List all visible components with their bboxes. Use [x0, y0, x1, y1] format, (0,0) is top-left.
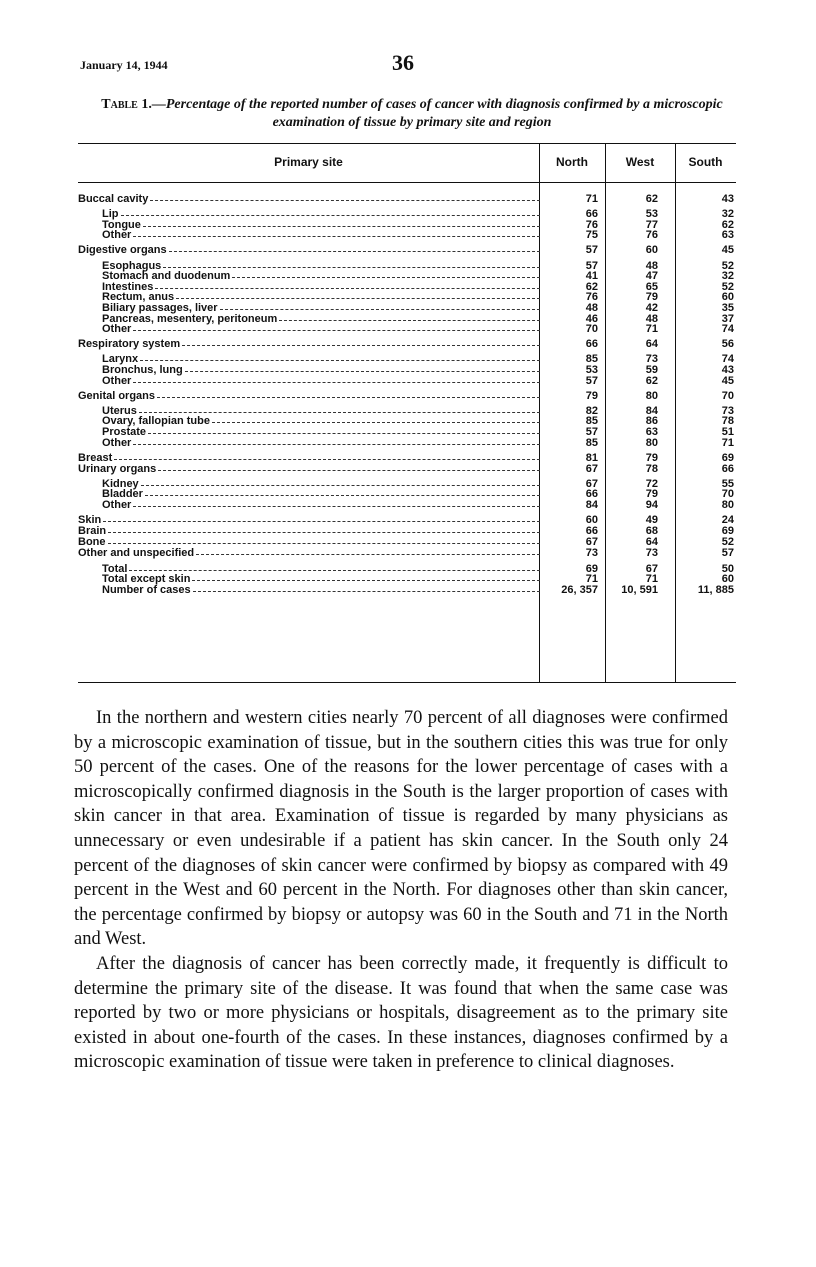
row-label: Urinary organs: [78, 462, 157, 475]
row-label: Pancreas, mesentery, peritoneum: [102, 312, 278, 325]
row-label: Larynx: [102, 353, 139, 366]
leader-dots: [196, 554, 540, 555]
cell-west: 79: [645, 291, 658, 304]
row-label: Respiratory system: [78, 338, 181, 351]
cell-south: 78: [721, 415, 734, 428]
cell-west: 47: [645, 270, 658, 283]
leader-dots: [145, 495, 540, 496]
row-label: Total: [102, 562, 128, 575]
cell-south: 63: [721, 229, 734, 242]
cell-south: 62: [721, 218, 734, 231]
cell-north: 76: [585, 291, 598, 304]
cell-west: 71: [645, 323, 658, 336]
table-row: [78, 229, 736, 242]
cell-north: 66: [585, 208, 598, 221]
cell-south: 45: [721, 374, 734, 387]
leader-dots: [220, 309, 540, 310]
cell-south: 70: [721, 488, 734, 501]
cell-north: 53: [585, 363, 598, 376]
leader-dots: [133, 444, 540, 445]
cell-south: 32: [721, 208, 734, 221]
cell-north: 46: [585, 312, 598, 325]
column-header-primary-site: Primary site: [274, 155, 343, 169]
row-label: Other: [102, 323, 132, 336]
header-rule: [78, 182, 736, 183]
cell-north: 66: [585, 338, 598, 351]
cell-north: 73: [585, 547, 598, 560]
leader-dots: [150, 200, 540, 201]
cell-north: 48: [585, 301, 598, 314]
cell-north: 69: [585, 562, 598, 575]
row-label: Uterus: [102, 404, 137, 417]
leader-dots: [133, 506, 540, 507]
cell-south: 55: [721, 477, 734, 490]
leader-dots: [185, 371, 540, 372]
leader-dots: [139, 412, 540, 413]
table-row: [78, 584, 736, 597]
cell-north: 67: [585, 462, 598, 475]
table-caption: [82, 96, 742, 132]
cell-north: 66: [585, 488, 598, 501]
cell-north: 66: [585, 525, 598, 538]
row-label: Number of cases: [102, 583, 191, 596]
table-row: [78, 463, 736, 476]
leader-dots: [182, 345, 540, 346]
cell-south: 51: [721, 425, 734, 438]
row-label: Other: [102, 374, 132, 387]
cell-south: 50: [721, 562, 734, 575]
cell-west: 49: [645, 514, 658, 527]
cell-west: 79: [645, 451, 658, 464]
cell-north: 76: [585, 218, 598, 231]
page-number: 36: [392, 50, 414, 75]
cell-south: 66: [721, 462, 734, 475]
cell-south: 52: [721, 536, 734, 549]
cell-west: 64: [645, 536, 658, 549]
cell-south: 52: [721, 280, 734, 293]
cell-south: 60: [721, 573, 734, 586]
leader-dots: [143, 226, 540, 227]
leader-dots: [103, 521, 540, 522]
cell-west: 94: [645, 499, 658, 511]
row-label: Lip: [102, 208, 119, 221]
cell-north: 57: [585, 425, 598, 438]
table-row: [78, 390, 736, 403]
cell-west: 79: [645, 488, 658, 501]
cell-west: 78: [645, 462, 658, 475]
row-label: Stomach and duodenum: [102, 270, 231, 283]
cell-north: 82: [585, 404, 598, 417]
leader-dots: [232, 277, 540, 278]
leader-dots: [158, 470, 540, 471]
cell-south: 37: [721, 312, 734, 325]
row-label: Total except skin: [102, 573, 191, 586]
row-label: Other and unspecified: [78, 547, 195, 560]
table-row: [78, 437, 736, 450]
leader-dots: [155, 288, 540, 289]
cell-west: 48: [645, 312, 658, 325]
table-row: [78, 244, 736, 257]
cell-south: 32: [721, 270, 734, 283]
cell-west: 53: [645, 208, 658, 221]
cell-south: 80: [721, 499, 734, 511]
cell-west: 71: [645, 573, 658, 586]
leader-dots: [176, 298, 540, 299]
row-label: Bone: [78, 536, 106, 549]
leader-dots: [133, 382, 540, 383]
row-label: Other: [102, 229, 132, 242]
cell-north: 62: [585, 280, 598, 293]
table-caption-label: Table 1.: [101, 97, 152, 112]
cell-north: 70: [585, 323, 598, 336]
cell-north: 57: [585, 259, 598, 272]
cell-west: 63: [645, 425, 658, 438]
leader-dots: [140, 360, 540, 361]
cell-west: 62: [645, 193, 658, 205]
cell-west: 76: [645, 229, 658, 242]
row-label: Bronchus, lung: [102, 363, 183, 376]
leader-dots: [108, 532, 540, 533]
cell-north: 85: [585, 353, 598, 366]
table-row: [78, 547, 736, 560]
cell-north: 57: [585, 244, 598, 257]
cell-north: 71: [585, 573, 598, 586]
cell-south: 11, 885: [697, 583, 734, 596]
table-row: [78, 323, 736, 336]
cell-west: 48: [645, 259, 658, 272]
row-label: Prostate: [102, 425, 147, 438]
cell-north: 67: [585, 477, 598, 490]
row-label: Bladder: [102, 488, 143, 501]
leader-dots: [121, 215, 540, 216]
table-row: [78, 193, 736, 206]
cell-south: 74: [721, 323, 734, 336]
cell-south: 43: [721, 193, 734, 205]
cell-south: 35: [721, 301, 734, 314]
leader-dots: [133, 330, 540, 331]
cell-south: 52: [721, 259, 734, 272]
cell-south: 24: [721, 514, 734, 527]
cell-west: 72: [645, 477, 658, 490]
row-label: Genital organs: [78, 389, 156, 402]
cell-west: 10, 591: [621, 583, 658, 596]
leader-dots: [163, 267, 540, 268]
cell-north: 26, 357: [561, 583, 598, 596]
leader-dots: [212, 422, 540, 423]
cell-west: 59: [645, 363, 658, 376]
row-label: Intestines: [102, 280, 154, 293]
cell-north: 79: [585, 389, 598, 402]
paragraph: After the diagnosis of cancer has been correctly made, it frequently is difficult to determine the primary site of the disease. It was found that when the same case was reported by two or more physicians or hospitals, disagreement as to the primary site existed in about one-fourth of the cases. In these instances, diagnoses confirmed by a microscopic examination of tissue were taken in preference to clinical diagnoses.: [74, 953, 728, 1073]
row-label: Skin: [78, 514, 102, 527]
row-label: Rectum, anus: [102, 291, 175, 304]
cell-south: 73: [721, 404, 734, 417]
row-label: Other: [102, 436, 132, 449]
row-label: Biliary passages, liver: [102, 301, 218, 314]
cell-west: 77: [645, 218, 658, 231]
column-header-west: West: [625, 155, 655, 169]
cell-north: 85: [585, 415, 598, 428]
cell-west: 42: [645, 301, 658, 314]
cell-west: 80: [645, 436, 658, 449]
cell-west: 60: [645, 244, 658, 257]
column-header-north: North: [556, 155, 588, 169]
cell-south: 45: [721, 244, 734, 257]
leader-dots: [108, 543, 540, 544]
cell-north: 41: [585, 270, 598, 283]
cell-south: 69: [721, 525, 734, 538]
row-label: Buccal cavity: [78, 193, 149, 205]
cell-north: 84: [585, 499, 598, 511]
table-row: [78, 375, 736, 388]
cell-south: 57: [721, 547, 734, 560]
header-date: January 14, 1944: [80, 58, 168, 72]
leader-dots: [157, 397, 540, 398]
leader-dots: [133, 236, 540, 237]
table-row: [78, 338, 736, 351]
cell-west: 73: [645, 547, 658, 560]
cell-west: 80: [645, 389, 658, 402]
row-label: Breast: [78, 451, 113, 464]
leader-dots: [148, 433, 540, 434]
paragraph: In the northern and western cities nearly 70 percent of all diagnoses were confirmed by a microscopic examination of tissue, but in the southern cities this was true for only 50 percent of the cases. One of the reasons for the lower percentage of cases with a microscopically confirmed diagnosis in the South is the larger proportion of cases with skin cancer in that area. Examination of tissue is regarded by many physicians as unnecessary or even undesirable if a patient has skin cancer. In the South only 24 percent of the diagnoses of skin cancer were confirmed by biopsy as compared with 49 percent in the West and 60 percent in the North. For diagnoses other than skin cancer, the percentage confirmed by biopsy or autopsy was 60 in the South and 71 in the North and West.: [74, 708, 728, 950]
cell-south: 43: [721, 363, 734, 376]
leader-dots: [129, 570, 540, 571]
cell-north: 85: [585, 436, 598, 449]
cell-south: 70: [721, 389, 734, 402]
cell-west: 62: [645, 374, 658, 387]
cell-west: 65: [645, 280, 658, 293]
leader-dots: [169, 251, 540, 252]
cell-south: 74: [721, 353, 734, 366]
row-label: Brain: [78, 525, 107, 538]
cell-south: 60: [721, 291, 734, 304]
column-header-south: South: [688, 155, 723, 169]
cell-north: 81: [585, 451, 598, 464]
row-label: Tongue: [102, 218, 141, 231]
leader-dots: [193, 591, 540, 592]
cell-north: 60: [585, 514, 598, 527]
table-row: [78, 499, 736, 512]
row-label: Other: [102, 499, 132, 511]
row-label: Digestive organs: [78, 244, 167, 257]
cell-north: 67: [585, 536, 598, 549]
cell-north: 71: [585, 193, 598, 205]
cell-south: 71: [721, 436, 734, 449]
cell-west: 84: [645, 404, 658, 417]
leader-dots: [192, 580, 540, 581]
cell-west: 64: [645, 338, 658, 351]
table-caption-text: —Percentage of the reported number of cases of cancer with diagnosis confirmed by a microscopic examination of tissue by primary site and region: [151, 97, 723, 130]
cell-west: 67: [645, 562, 658, 575]
cell-west: 86: [645, 415, 658, 428]
cell-west: 73: [645, 353, 658, 366]
leader-dots: [279, 320, 540, 321]
cell-south: 56: [721, 338, 734, 351]
leader-dots: [141, 485, 540, 486]
row-label: Esophagus: [102, 259, 162, 272]
body-text: [74, 706, 728, 1075]
leader-dots: [114, 459, 540, 460]
cell-north: 57: [585, 374, 598, 387]
row-label: Kidney: [102, 477, 139, 490]
data-table: [78, 143, 736, 683]
row-label: Ovary, fallopian tube: [102, 415, 210, 428]
cell-south: 69: [721, 451, 734, 464]
cell-west: 68: [645, 525, 658, 538]
cell-north: 75: [585, 229, 598, 242]
